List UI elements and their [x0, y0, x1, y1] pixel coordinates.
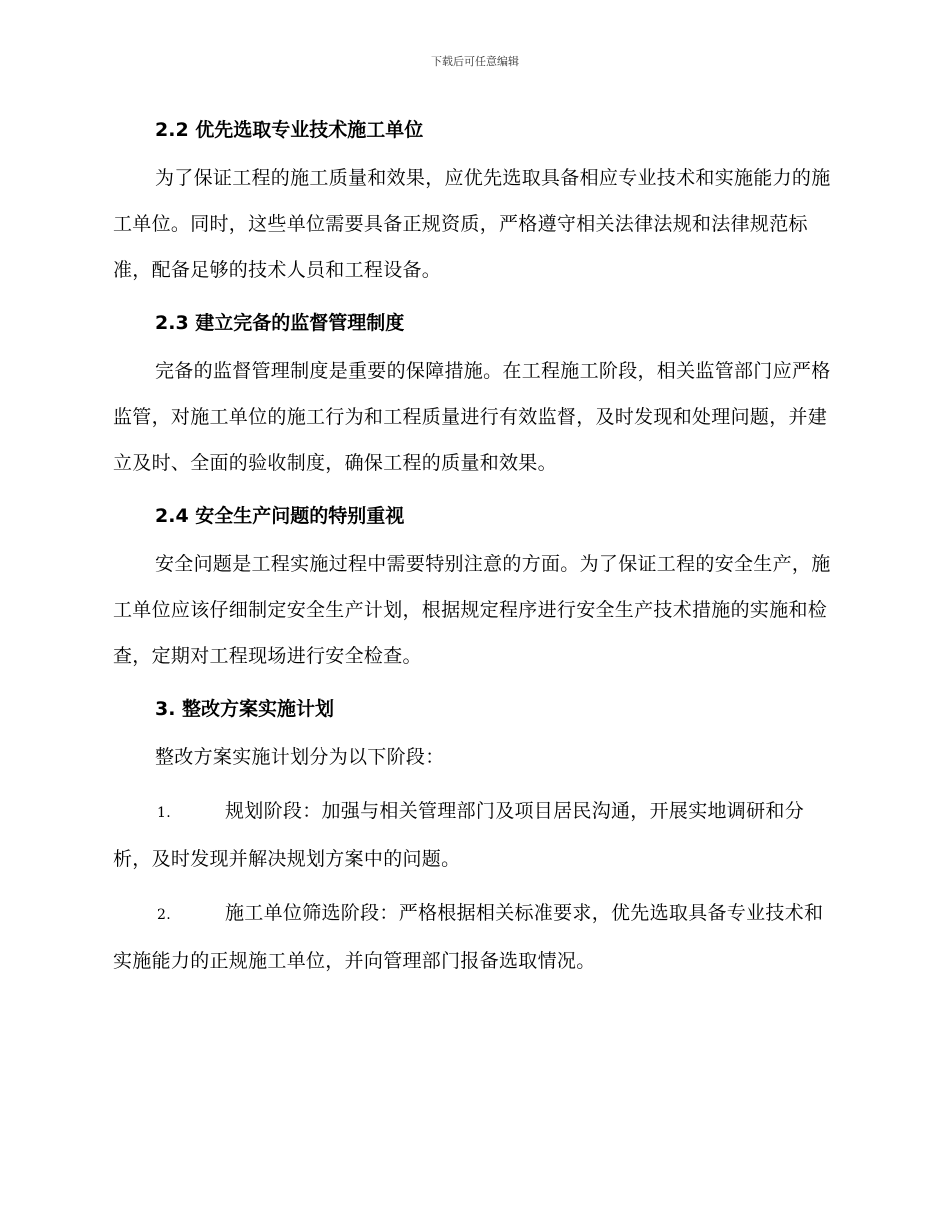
- section-paragraph-3-intro: 整改方案实施计划分为以下阶段：: [155, 746, 445, 768]
- list-item-number: 2.: [157, 907, 171, 923]
- list-item: [113, 890, 831, 984]
- page-header: 下载后可任意编辑: [431, 55, 519, 68]
- list-item-text: 规划阶段：加强与相关管理部门及项目居民沟通，开展实地调研和分析，及时发现并解决规划方案中的问题。: [113, 800, 805, 870]
- section-heading-2-2: 2.2 优先选取专业技术施工单位: [155, 119, 424, 141]
- section-heading-2-4: 2.4 安全生产问题的特别重视: [155, 505, 405, 527]
- section-paragraph-2-4: 安全问题是工程实施过程中需要特别注意的方面。为了保证工程的安全生产，施工单位应该仔细制定安全生产计划，根据规定程序进行安全生产技术措施的实施和检查，定期对工程现场进行安全检查。: [113, 553, 831, 667]
- list-item-number: 1.: [157, 805, 171, 821]
- section-paragraph-2-3: 完备的监督管理制度是重要的保障措施。在工程施工阶段，相关监管部门应严格监管，对施工单位的施工行为和工程质量进行有效监督，及时发现和处理问题，并建立及时、全面的验收制度，确保工程的质量和效果。: [113, 360, 831, 474]
- section-heading-2-3: 2.3 建立完备的监督管理制度: [155, 312, 405, 334]
- document-body: [113, 110, 831, 992]
- section-paragraph-2-2: 为了保证工程的施工质量和效果，应优先选取具备相应专业技术和实施能力的施工单位。同时，这些单位需要具备正规资质，严格遵守相关法律法规和法律规范标准，配备足够的技术人员和工程设备。: [113, 167, 831, 281]
- section-heading-3: 3. 整改方案实施计划: [155, 698, 335, 720]
- list-item: [113, 788, 831, 882]
- list-item-text: 施工单位筛选阶段：严格根据相关标准要求，优先选取具备专业技术和实施能力的正规施工单位，并向管理部门报备选取情况。: [113, 902, 824, 972]
